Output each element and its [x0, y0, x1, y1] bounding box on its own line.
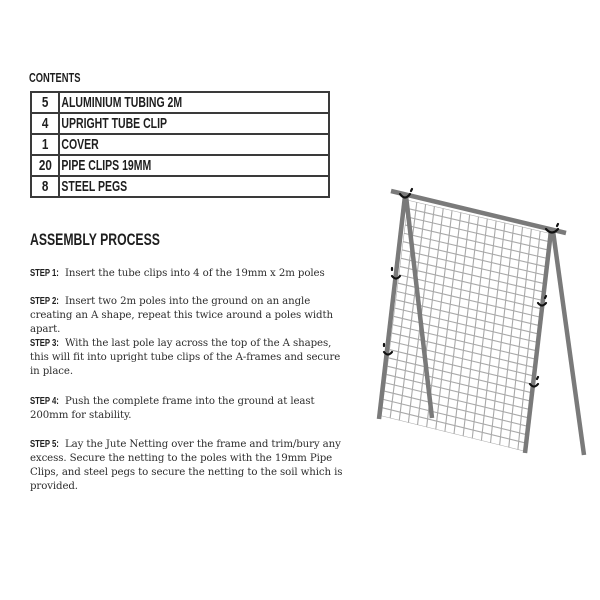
step-4: [30, 394, 350, 423]
step-2: [30, 294, 350, 337]
contents-table: [30, 91, 330, 198]
step-label: STEP 3:: [30, 337, 59, 349]
trellis-illustration: [360, 180, 600, 470]
step-1: [30, 266, 350, 281]
qty-cell: 20: [31, 155, 59, 176]
table-row: [31, 113, 329, 134]
top-crossbar: [391, 191, 566, 233]
step-text: With the last pole lay across the top of the A shapes, this will fit into upright tube clips of the A-frames and secure in place.: [30, 338, 341, 377]
item-cell: ALUMINIUM TUBING 2M: [61, 94, 183, 111]
step-label: STEP 5:: [30, 438, 59, 450]
step-3: [30, 336, 350, 379]
step-text: Lay the Jute Netting over the frame and trim/bury any excess. Secure the netting to the poles with the 19mm Pipe Clips, and steel pegs to secure the netting to the soil which is provided.: [30, 439, 343, 492]
item-cell: UPRIGHT TUBE CLIP: [59, 113, 329, 134]
netting: [381, 200, 549, 452]
table-row: [31, 155, 329, 176]
step-label: STEP 4:: [30, 395, 59, 407]
table-row: [31, 92, 329, 113]
step-label: STEP 1:: [30, 267, 59, 279]
step-label: STEP 2:: [30, 295, 59, 307]
assembly-heading: ASSEMBLY PROCESS: [30, 230, 160, 249]
step-text: Insert two 2m poles into the ground on an angle creating an A shape, repeat this twice around a poles width apart.: [30, 296, 333, 335]
step-text: Push the complete frame into the ground at least 200mm for stability.: [30, 396, 315, 421]
qty-cell: 8: [31, 176, 59, 197]
item-cell: PIPE CLIPS 19MM: [59, 155, 329, 176]
qty-cell: 1: [31, 134, 59, 155]
table-row: [31, 176, 329, 197]
step-5: [30, 437, 350, 494]
contents-heading: CONTENTS: [29, 70, 81, 85]
qty-cell: 5: [31, 92, 59, 113]
left-back-leg: [379, 196, 405, 419]
qty-cell: 4: [31, 113, 59, 134]
right-back-leg: [553, 231, 584, 455]
table-row: [31, 134, 329, 155]
item-cell: STEEL PEGS: [59, 176, 329, 197]
step-text: Insert the tube clips into 4 of the 19mm x 2m poles: [64, 268, 325, 279]
item-cell: COVER: [59, 134, 329, 155]
